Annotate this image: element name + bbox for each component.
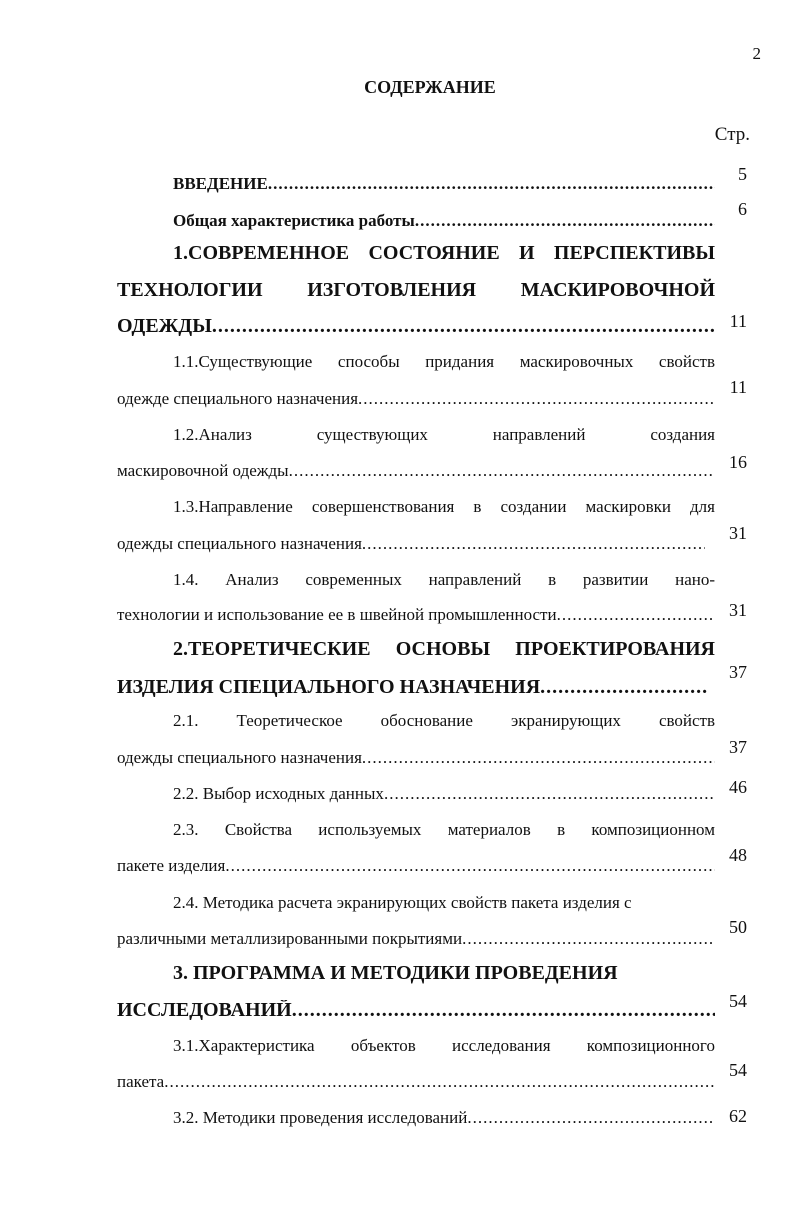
toc-page-number: 54 [729, 991, 747, 1011]
toc-section-2-3-line-2 [117, 856, 715, 876]
toc-page-number: 37 [729, 737, 747, 757]
toc-page-number: 11 [729, 377, 747, 397]
toc-section-3-2 [173, 1108, 715, 1128]
toc-chapter-2-line-2 [117, 677, 707, 697]
toc-entry-text: одежды специального назначения [117, 534, 362, 553]
toc-chapter-3-line-2 [117, 1000, 715, 1020]
toc-entry-text: технологии и использование ее в швейной промышленности [117, 605, 557, 624]
toc-section-3-1-line-2 [117, 1072, 715, 1092]
toc-section-2-3-line-1: 2.3. Свойства используемых материалов в композиционном [173, 820, 715, 839]
toc-section-1-4-line-1: 1.4. Анализ современных направлений в развитии нано- [173, 570, 715, 589]
toc-page-number: 54 [729, 1060, 747, 1080]
toc-chapter-1-line-2: ТЕХНОЛОГИИ ИЗГОТОВЛЕНИЯ МАСКИРОВОЧНОЙ [117, 279, 715, 301]
toc-page-number: 37 [729, 662, 747, 682]
toc-page-number: 6 [738, 199, 747, 219]
toc-section-2-2 [173, 784, 715, 804]
toc-page-number: 46 [729, 777, 747, 797]
toc-entry-text: пакете изделия [117, 856, 226, 875]
toc-entry-text: 2.2. Выбор исходных данных [173, 784, 384, 803]
toc-entry-text: различными металлизированными покрытиями [117, 929, 463, 948]
toc-entry-text: ВВЕДЕНИЕ [173, 174, 268, 193]
toc-section-1-2-line-1: 1.2.Анализ существующих направлений создания [173, 425, 715, 444]
toc-entry-general [173, 211, 715, 231]
toc-entry-text: одежды специального назначения [117, 748, 362, 767]
toc-section-1-3-line-1: 1.3.Направление совершенствования в создании маскировки для [173, 497, 715, 516]
toc-page-number: 48 [729, 845, 747, 865]
toc-section-1-1-line-1: 1.1.Существующие способы придания маскировочных свойств [173, 352, 715, 371]
page-column-label: Стр. [714, 124, 750, 145]
toc-entry-intro [173, 174, 715, 194]
toc-entry-text: ИЗДЕЛИЯ СПЕЦИАЛЬНОГО НАЗНАЧЕНИЯ [117, 677, 541, 697]
toc-page-number: 50 [729, 917, 747, 937]
toc-section-2-1-line-1: 2.1. Теоретическое обоснование экранирующих свойств [173, 711, 715, 730]
toc-page-number: 31 [729, 523, 747, 543]
page-number: 2 [752, 44, 761, 63]
toc-section-2-1-line-2 [117, 748, 715, 768]
toc-page-number: 16 [729, 452, 747, 472]
toc-entry-text: пакета [117, 1072, 165, 1091]
toc-entry-text: Общая характеристика работы [173, 211, 415, 230]
toc-chapter-3-line-1: 3. ПРОГРАММА И МЕТОДИКИ ПРОВЕДЕНИЯ [173, 962, 618, 984]
toc-page-number: 5 [738, 164, 747, 184]
toc-page-number: 62 [729, 1106, 747, 1126]
toc-entry-text: ОДЕЖДЫ [117, 316, 212, 336]
toc-entry-text: ИССЛЕДОВАНИЙ [117, 1000, 292, 1020]
toc-chapter-1-line-1: 1.СОВРЕМЕННОЕ СОСТОЯНИЕ И ПЕРСПЕКТИВЫ [173, 242, 715, 264]
toc-entry-text: маскировочной одежды [117, 461, 289, 480]
toc-page-number: 11 [729, 311, 747, 331]
toc-section-3-1-line-1: 3.1.Характеристика объектов исследования композиционного [173, 1036, 715, 1055]
toc-section-1-1-line-2 [117, 389, 715, 409]
toc-page-number: 31 [729, 600, 747, 620]
toc-chapter-2-line-1: 2.ТЕОРЕТИЧЕСКИЕ ОСНОВЫ ПРОЕКТИРОВАНИЯ [173, 638, 715, 660]
page-title: СОДЕРЖАНИЕ [364, 77, 496, 97]
toc-section-2-4-line-1: 2.4. Методика расчета экранирующих свойств пакета изделия с [173, 893, 632, 912]
toc-section-2-4-line-2 [117, 929, 715, 949]
toc-section-1-3-line-2 [117, 534, 705, 554]
toc-section-1-2-line-2 [117, 461, 715, 481]
toc-entry-text: одежде специального назначения [117, 389, 359, 408]
toc-entry-text: 3.2. Методики проведения исследований [173, 1108, 468, 1127]
toc-chapter-1-line-3 [117, 316, 715, 336]
toc-section-1-4-line-2 [117, 605, 715, 625]
